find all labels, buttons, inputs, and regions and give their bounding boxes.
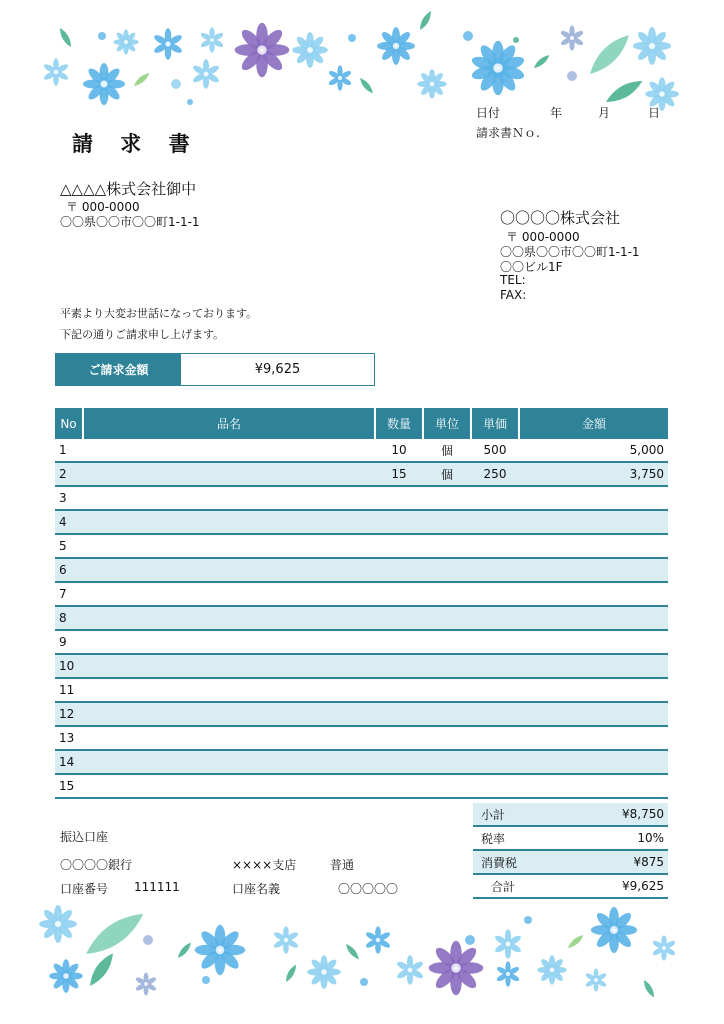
flower-icon: [585, 968, 607, 991]
flower-icon: [365, 926, 392, 953]
flower-icon: [39, 905, 77, 943]
cell-amount: [519, 606, 668, 630]
total-value: ¥9,625: [622, 879, 664, 893]
tax-value: ¥875: [633, 855, 664, 869]
leaf-icon: [642, 979, 657, 999]
flower-icon: [377, 27, 415, 65]
cell-price: [471, 750, 519, 774]
cell-no: 2: [55, 462, 83, 486]
cell-unit: [423, 558, 471, 582]
sender-tel: TEL:: [500, 273, 526, 287]
flower-icon: [537, 955, 566, 984]
flower-icon: [307, 955, 341, 989]
cell-unit: [423, 726, 471, 750]
cell-name: [83, 534, 375, 558]
cell-qty: [375, 486, 423, 510]
cell-unit: [423, 654, 471, 678]
cell-qty: [375, 582, 423, 606]
table-row: [55, 439, 668, 462]
cell-amount: [519, 534, 668, 558]
greeting-line-1: 平素より大変お世話になっております。: [60, 307, 258, 320]
cell-name: [83, 462, 375, 486]
dot-icon: [171, 79, 181, 89]
table-row: [55, 558, 668, 582]
purple-flower-icon: [429, 941, 484, 996]
leaf-icon: [176, 941, 193, 960]
cell-price: [471, 510, 519, 534]
sender-zip: 〒 000-0000: [506, 230, 580, 244]
dot-icon: [98, 32, 106, 40]
header-unit: 単位: [423, 408, 471, 439]
table-row: [55, 678, 668, 702]
table-row: [55, 510, 668, 534]
cell-name: [83, 774, 375, 798]
sender-name: 〇〇〇〇株式会社: [500, 209, 621, 227]
dot-icon: [360, 978, 368, 986]
flower-border-top-icon: [0, 0, 724, 115]
leaf-icon: [417, 9, 433, 31]
leaf-icon: [532, 53, 551, 70]
cell-name: [83, 606, 375, 630]
leaf-icon: [85, 950, 117, 989]
cell-qty: [375, 558, 423, 582]
table-row: [55, 582, 668, 606]
cell-amount: [519, 486, 668, 510]
cell-price: [471, 558, 519, 582]
leaf-icon: [284, 963, 299, 983]
cell-no: 14: [55, 750, 83, 774]
tax-rate-row: [473, 827, 668, 851]
cell-qty: [375, 510, 423, 534]
tax-rate-value: 10%: [637, 831, 664, 845]
cell-price: [471, 774, 519, 798]
cell-qty: [375, 654, 423, 678]
leaf-icon: [344, 942, 361, 961]
header-name: 品名: [83, 408, 375, 439]
cell-amount: [519, 678, 668, 702]
cell-name: [83, 510, 375, 534]
tax-label: 消費税: [481, 855, 518, 870]
cell-price: [471, 534, 519, 558]
cell-no: 13: [55, 726, 83, 750]
cell-no: 8: [55, 606, 83, 630]
subtotal-value: ¥8,750: [622, 807, 664, 821]
flower-icon: [633, 27, 671, 65]
cell-price: [471, 654, 519, 678]
cell-unit: [423, 630, 471, 654]
month-label: 月: [598, 106, 611, 120]
bank-branch: ××××支店: [232, 858, 297, 872]
cell-no: 12: [55, 702, 83, 726]
day-label: 日: [648, 106, 661, 120]
cell-name: [83, 630, 375, 654]
cell-qty: 15: [375, 462, 423, 486]
leaf-icon: [566, 933, 585, 950]
flower-icon: [49, 959, 83, 993]
cell-price: [471, 582, 519, 606]
table-row: [55, 726, 668, 750]
invoice-number-label: 請求書Ｎｏ.: [476, 126, 540, 140]
table-row: [55, 534, 668, 558]
cell-amount: [519, 630, 668, 654]
tax-rate-label: 税率: [481, 831, 506, 846]
greeting-line-2: 下記の通りご請求申し上げます。: [60, 328, 225, 341]
subtotal-label: 小計: [481, 807, 506, 822]
leaf-icon: [585, 30, 635, 80]
bank-name: 〇〇〇〇銀行: [60, 858, 133, 872]
dot-icon: [202, 976, 210, 984]
cell-price: [471, 606, 519, 630]
billing-amount-value: ¥9,625: [254, 362, 301, 377]
cell-amount: [519, 702, 668, 726]
cell-qty: 10: [375, 439, 423, 462]
recipient-zip: 〒 000-0000: [66, 200, 140, 214]
cell-amount: 5,000: [519, 439, 668, 462]
billing-amount-box: [55, 353, 375, 386]
cell-price: [471, 726, 519, 750]
dot-icon: [465, 935, 475, 945]
flower-icon: [652, 935, 676, 960]
header-no: No: [55, 408, 83, 439]
cell-amount: 3,750: [519, 462, 668, 486]
cell-price: 500: [471, 439, 519, 462]
cell-amount: [519, 750, 668, 774]
table-row: [55, 654, 668, 678]
leaf-icon: [80, 906, 149, 962]
cell-unit: [423, 486, 471, 510]
cell-name: [83, 678, 375, 702]
date-label: 日付: [476, 106, 501, 120]
cell-amount: [519, 582, 668, 606]
account-holder: 〇〇〇〇〇: [338, 882, 399, 896]
cell-amount: [519, 558, 668, 582]
bank-account-type: 普通: [330, 858, 355, 872]
flower-icon: [470, 41, 525, 96]
cell-unit: [423, 510, 471, 534]
cell-name: [83, 702, 375, 726]
summary-box: [473, 803, 668, 899]
flower-icon: [417, 69, 446, 98]
recipient-address: 〇〇県〇〇市〇〇町1-1-1: [60, 215, 200, 229]
cell-no: 4: [55, 510, 83, 534]
table-row: [55, 486, 668, 510]
total-row: [473, 875, 668, 899]
account-number-label: 口座番号: [60, 882, 109, 896]
year-label: 年: [550, 106, 563, 120]
flower-icon: [200, 27, 224, 52]
cell-unit: [423, 774, 471, 798]
flower-icon: [560, 25, 584, 50]
leaf-icon: [358, 76, 375, 95]
cell-qty: [375, 726, 423, 750]
flower-icon: [396, 955, 425, 984]
cell-unit: [423, 582, 471, 606]
cell-name: [83, 726, 375, 750]
flower-icon: [83, 63, 125, 105]
flower-icon: [591, 907, 637, 953]
table-row: [55, 606, 668, 630]
dot-icon: [187, 99, 193, 105]
cell-unit: 個: [423, 462, 471, 486]
dot-icon: [143, 935, 153, 945]
table-header-row: [55, 408, 668, 439]
cell-name: [83, 439, 375, 462]
billing-amount-label: ご請求金額: [56, 354, 181, 385]
cell-qty: [375, 702, 423, 726]
cell-no: 1: [55, 439, 83, 462]
table-row: [55, 774, 668, 798]
cell-name: [83, 486, 375, 510]
cell-name: [83, 654, 375, 678]
cell-price: 250: [471, 462, 519, 486]
flower-icon: [153, 28, 184, 60]
flower-border-bottom-icon: [0, 900, 724, 1024]
cell-amount: [519, 726, 668, 750]
cell-unit: [423, 534, 471, 558]
table-row: [55, 630, 668, 654]
flower-icon: [494, 929, 523, 958]
flower-icon: [43, 58, 70, 85]
flower-icon: [113, 29, 138, 54]
purple-flower-icon: [235, 23, 290, 78]
subtotal-row: [473, 803, 668, 827]
table-row: [55, 702, 668, 726]
dot-icon: [567, 71, 577, 81]
sender-building: 〇〇ビル1F: [500, 260, 563, 274]
cell-no: 7: [55, 582, 83, 606]
cell-qty: [375, 750, 423, 774]
account-number: 111111: [134, 880, 180, 894]
flower-icon: [135, 972, 157, 995]
items-table: [55, 408, 668, 799]
document-title: 請 求 書: [72, 132, 200, 156]
recipient-name: △△△△株式会社御中: [60, 180, 197, 198]
flower-icon: [195, 925, 245, 975]
cell-unit: 個: [423, 439, 471, 462]
account-holder-label: 口座名義: [232, 882, 281, 896]
dot-icon: [348, 34, 356, 42]
leaf-icon: [132, 71, 151, 88]
cell-qty: [375, 678, 423, 702]
bank-title: 振込口座: [60, 830, 109, 844]
table-row: [55, 750, 668, 774]
tax-row: [473, 851, 668, 875]
dot-icon: [524, 916, 532, 924]
flower-icon: [273, 926, 300, 953]
cell-qty: [375, 630, 423, 654]
dot-icon: [463, 31, 473, 41]
cell-no: 10: [55, 654, 83, 678]
cell-qty: [375, 606, 423, 630]
flower-icon: [192, 59, 221, 88]
cell-unit: [423, 750, 471, 774]
header-qty: 数量: [375, 408, 423, 439]
cell-unit: [423, 606, 471, 630]
cell-price: [471, 678, 519, 702]
cell-no: 9: [55, 630, 83, 654]
cell-no: 5: [55, 534, 83, 558]
cell-no: 3: [55, 486, 83, 510]
cell-qty: [375, 534, 423, 558]
cell-amount: [519, 510, 668, 534]
header-price: 単価: [471, 408, 519, 439]
cell-name: [83, 558, 375, 582]
flower-icon: [292, 32, 328, 68]
cell-name: [83, 750, 375, 774]
cell-amount: [519, 654, 668, 678]
total-label: 合計: [491, 879, 516, 894]
cell-no: 6: [55, 558, 83, 582]
cell-no: 15: [55, 774, 83, 798]
flower-icon: [496, 961, 520, 986]
cell-unit: [423, 702, 471, 726]
cell-price: [471, 630, 519, 654]
cell-qty: [375, 774, 423, 798]
table-row: [55, 462, 668, 486]
leaf-icon: [57, 26, 73, 48]
cell-price: [471, 486, 519, 510]
cell-unit: [423, 678, 471, 702]
cell-no: 11: [55, 678, 83, 702]
header-amount: 金額: [519, 408, 668, 439]
leaf-icon: [603, 76, 645, 107]
cell-name: [83, 582, 375, 606]
cell-amount: [519, 774, 668, 798]
sender-fax: FAX:: [500, 288, 527, 302]
flower-icon: [328, 65, 352, 90]
dot-icon: [513, 37, 519, 43]
sender-address: 〇〇県〇〇市〇〇町1-1-1: [500, 245, 640, 259]
cell-price: [471, 702, 519, 726]
